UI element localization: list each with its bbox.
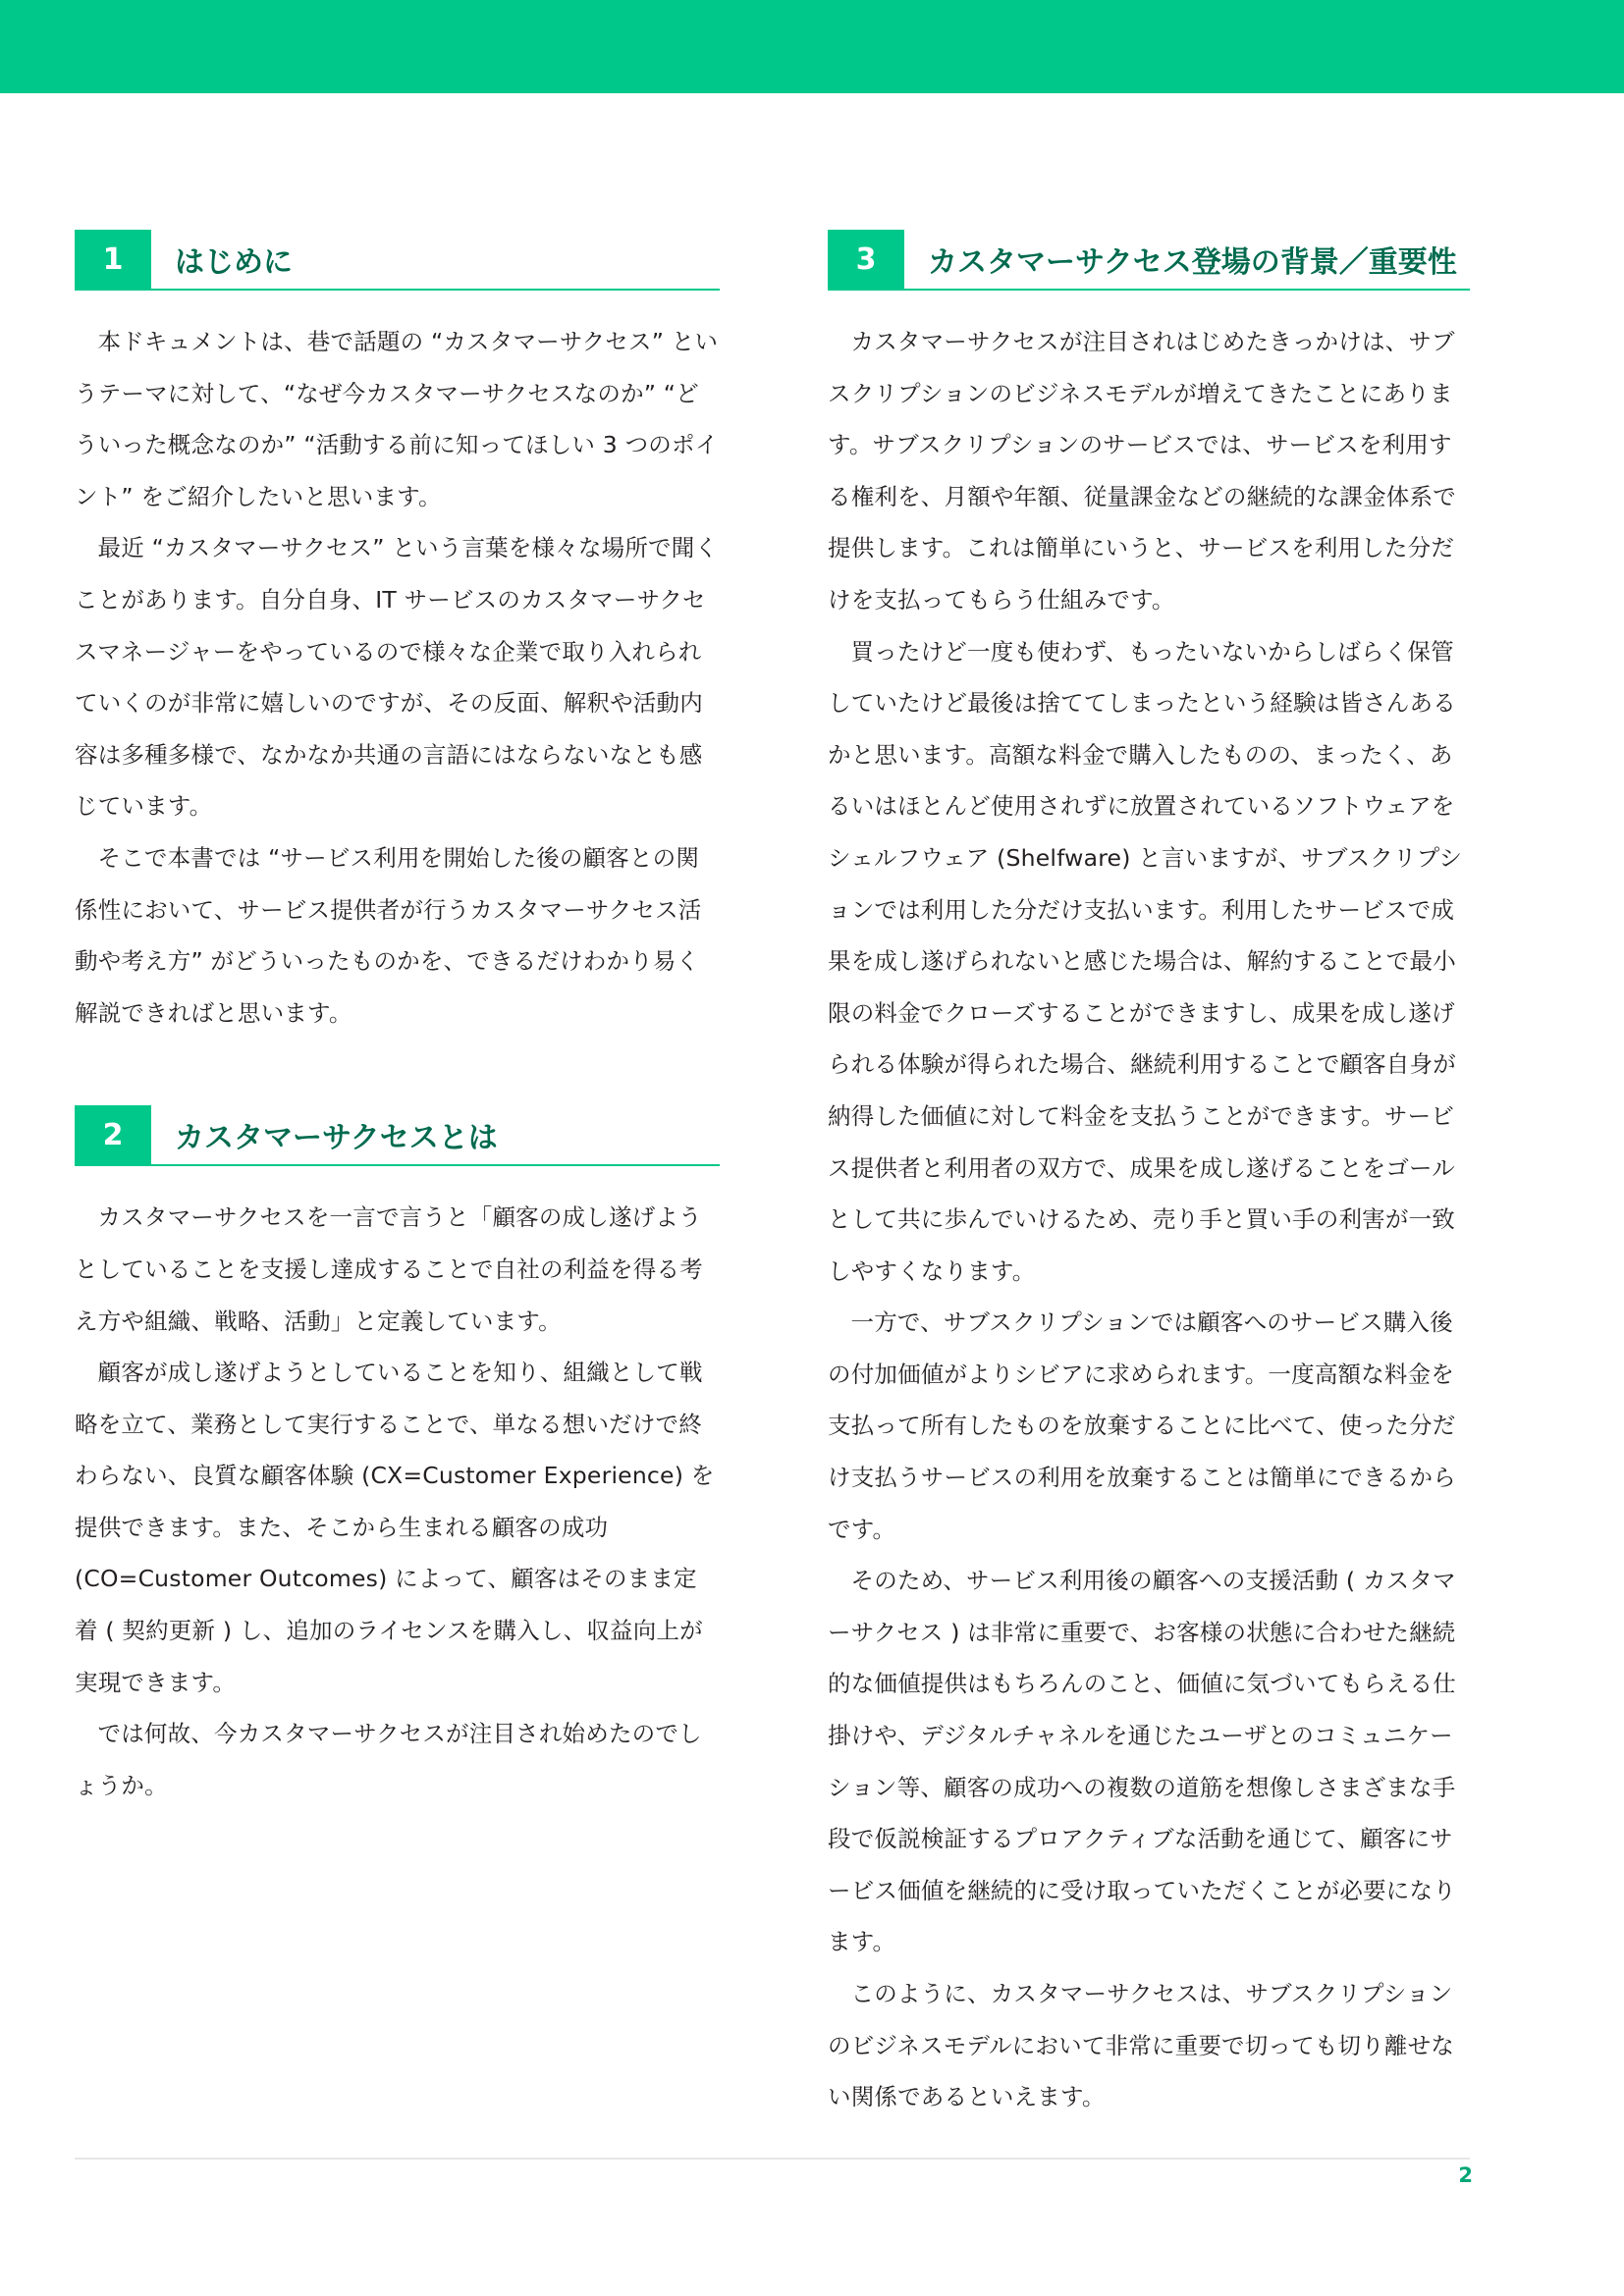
section-title: カスタマーサクセスとは (175, 1121, 498, 1156)
section-introduction (75, 230, 720, 1039)
paragraph: 一方で、サブスクリプションでは顧客へのサービス購入後の付加価値がよりシビアに求められます。一度高額な料金を支払って所有したものを放棄することに比べて、使った分だけ支払うサービスの利用を放棄することは簡単にできるからです。 (828, 1308, 1456, 1543)
footer-divider (75, 2158, 1470, 2160)
section-title: カスタマーサクセス登場の背景／重要性 (928, 245, 1457, 280)
section-number-badge: 1 (75, 230, 151, 289)
section-header (75, 1105, 720, 1166)
paragraph: そこで本書では “サービス利用を開始した後の顧客との関係性において、サービス提供者が行うカスタマーサクセス活動や考え方” がどういったものかを、できるだけわかり易く解説できればと思います。 (75, 843, 702, 1027)
paragraph: 顧客が成し遂げようとしていることを知り、組織として戦略を立て、業務として実行することで、単なる想いだけで終わらない、良質な顧客体験 (CX=Customer Experience) を提供できます。また、そこから生まれる顧客の成功 (CO=Customer Outcomes) によって、顧客はそのまま定着 ( 契約更新 ) し、追加のライセンスを購入し、収益向上が実現できます。 (75, 1359, 715, 1696)
section-background-importance (828, 230, 1470, 2123)
paragraph: 最近 “カスタマーサクセス” という言葉を様々な場所で聞くことがあります。自分自身、IT サービスのカスタマーサクセスマネージャーをやっているので様々な企業で取り入れられていくのが非常に嬉しいのですが、その反面、解釈や活動内容は多種多様で、なかなか共通の言語にはならないなとも感じています。 (75, 534, 719, 821)
top-accent-bar (0, 0, 1624, 93)
paragraph: では何故、今カスタマーサクセスが注目され始めたのでしょうか。 (75, 1720, 702, 1799)
paragraph: カスタマーサクセスを一言で言うと「顧客の成し遂げようとしていることを支援し達成することで自社の利益を得る考え方や組織、戦略、活動」と定義しています。 (75, 1203, 703, 1335)
section-header (75, 230, 720, 291)
page-number: 2 (1458, 2163, 1473, 2187)
section-number-badge: 2 (75, 1105, 151, 1164)
paragraph: そのため、サービス利用後の顧客への支援活動 ( カスタマーサクセス ) は非常に重要で、お客様の状態に合わせた継続的な価値提供はもちろんのこと、価値に気づいてもらえる仕掛けや、デジタルチャネルを通じたユーザとのコミュニケーション等、顧客の成功への複数の道筋を想像しさまざまな手段で仮説検証するプロアクティブな活動を通じて、顧客にサービス価値を継続的に受け取っていただくことが必要になります。 (828, 1567, 1456, 1956)
paragraph: このように、カスタマーサクセスは、サブスクリプションのビジネスモデルにおいて非常に重要で切っても切り離せない関係であるといえます。 (828, 1980, 1455, 2111)
section-what-is-customer-success (75, 1105, 720, 1811)
paragraph: 買ったけど一度も使わず、もったいないからしばらく保管していたけど最後は捨ててしまったという経験は皆さんあるかと思います。高額な料金で購入したものの、まったく、あるいはほとんど使用されずに放置されているソフトウェアをシェルフウェア (Shelfware) と言いますが、サブスクリプションでは利用した分だけ支払います。利用したサービスで成果を成し遂げられないと感じた場合は、解約することで最小限の料金でクローズすることができますし、成果を成し遂げられる体験が得られた場合、継続利用することで顧客自身が納得した価値に対して料金を支払うことができます。サービス提供者と利用者の双方で、成果を成し遂げることをゴールとして共に歩んでいけるため、売り手と買い手の利害が一致しやすくなります。 (828, 637, 1463, 1285)
paragraph: カスタマーサクセスが注目されはじめたきっかけは、サブスクリプションのビジネスモデルが増えてきたことにあります。サブスクリプションのサービスでは、サービスを利用する権利を、月額や年額、従量課金などの継続的な課金体系で提供します。これは簡単にいうと、サービスを利用した分だけを支払ってもらう仕組みです。 (828, 328, 1456, 614)
paragraph: 本ドキュメントは、巷で話題の “カスタマーサクセス” というテーマに対して、“なぜ今カスタマーサクセスなのか” “どういった概念なのか” “活動する前に知ってほしい 3 つのポイント” をご紹介したいと思います。 (75, 328, 719, 510)
section-number-badge: 3 (828, 230, 904, 289)
section-title: はじめに (175, 245, 293, 280)
left-column (75, 230, 720, 1811)
right-column (828, 230, 1470, 2123)
section-header (828, 230, 1470, 291)
